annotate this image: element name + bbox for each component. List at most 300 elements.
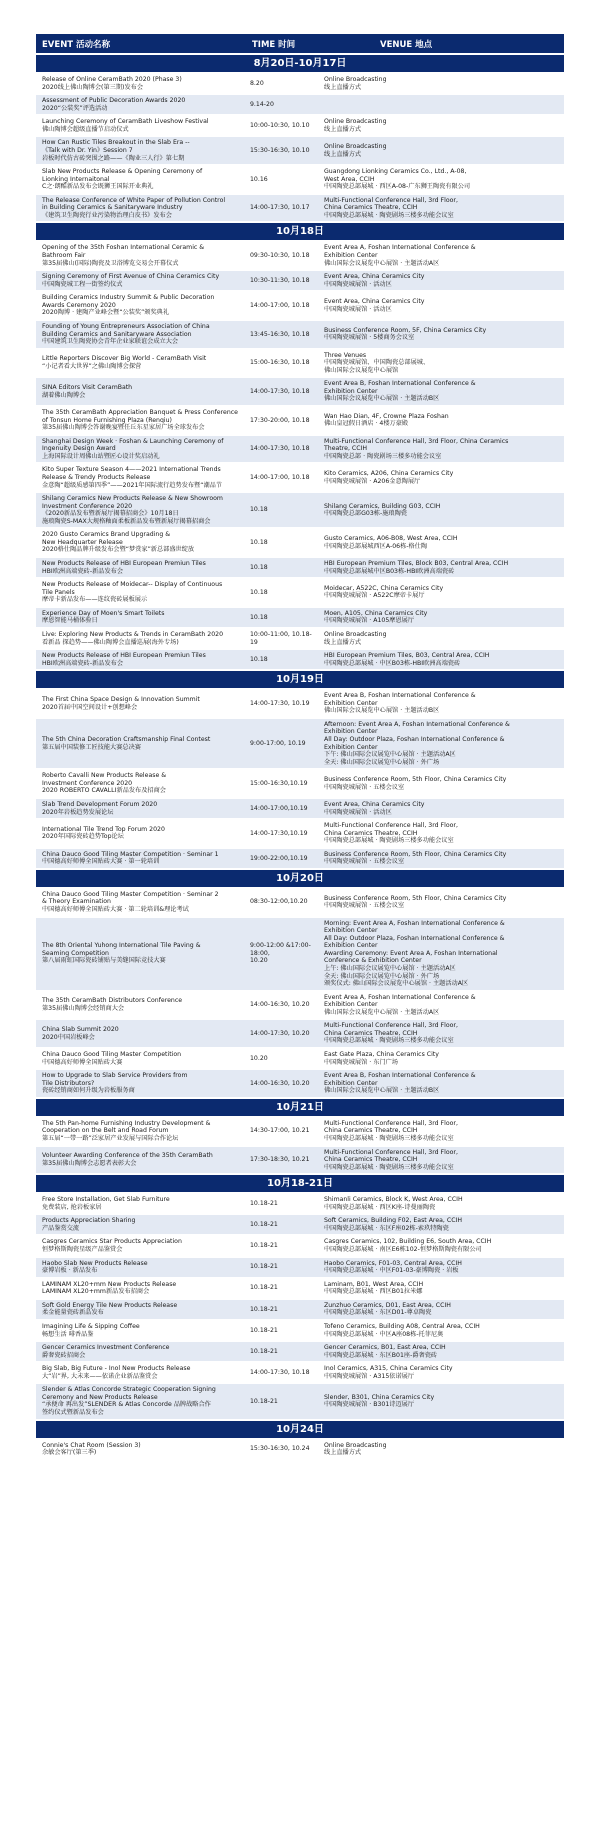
event-venue-en: Laminam, B01, West Area, CCIH [324,1280,424,1288]
event-name-en: The First China Space Design & Innovation Summit [42,695,200,703]
event-row [36,1194,564,1213]
event-venue-cell [320,407,564,434]
event-venue-cell [320,650,564,669]
event-name-cn: 摩恩智能马桶体验日 [42,617,98,625]
event-venue-cell [320,242,564,269]
event-venue-cn: 中国陶瓷城展馆 · 东门广场 [324,1058,398,1066]
event-name-cn: 湖着佛山陶博会 [42,391,86,399]
event-name-en: SINA Editors Visit CeramBath [42,384,133,392]
event-time-cell [246,137,320,164]
event-time: 15:00-16:30, 10.18 [250,359,310,367]
event-venue-cn: 中国陶瓷总部展城中区B03栋-HBI欧洲高端瓷砖 [324,567,455,575]
event-name-cn: “承便命 再出发”SLENDER & Atlas Concorde 品牌战略合作 签约仪式暨新品发布会 [42,1401,211,1416]
event-venue-cell [320,608,564,627]
event-time-cell [246,74,320,93]
event-name-en: Launching Ceremony of CeramBath Liveshow Festival [42,118,209,126]
event-time: 9:00-17:00, 10.19 [250,739,306,747]
event-name-en: New Products Release of HBI European Premiun Tiles [42,560,206,567]
event-name-cell [36,1236,246,1255]
event-time-cell [246,1279,320,1298]
event-name-cn: 余敏会客厅(第三季) [42,1449,97,1457]
event-time-cell [246,1020,320,1047]
event-name-cn: 恒梦格斯陶瓷星级产品鉴赏会 [42,1246,123,1253]
event-time: 9:00-12:00 &17:00-18:00, 10.20 [250,942,311,965]
event-venue-en: Moidecar, A522C, China Ceramics City [324,584,444,592]
section-date-header: 10月24日 [36,1421,564,1438]
event-name-cn: HBI欧洲高端瓷砖-新品发布会 [42,659,124,667]
event-time-cell [246,770,320,797]
event-venue-cn: 中国陶瓷城展馆 · 五楼会议室 [324,858,405,866]
event-venue-en: Casgres Ceramics, 102, Building E6, South Area, CCIH [324,1238,492,1246]
event-name-cell [36,271,246,290]
event-time: 10.18-21 [250,1397,278,1405]
event-venue-cell [320,770,564,797]
event-venue-cn: 中国陶瓷总部展城 · 陶瓷剧场三楼多功能会议室 [324,1037,454,1045]
event-name-en: China Dauco Good Tiling Master Competition · Seminar 2 & Theory Examination [42,890,219,906]
event-name-en: Little Reporters Discover Big World - CeramBath Visit [42,355,207,363]
event-name-cell [36,1194,246,1213]
event-name-cn: 2020年岩板趋势发展论坛 [42,808,114,816]
event-row [36,436,564,463]
event-name-cn: 岩板时代仿古砖突围之路——《陶业三人行》第七期 [42,154,185,162]
event-time-cell [246,1118,320,1145]
event-row [36,271,564,290]
event-venue-en: Multi-Functional Conference Hall, 3rd Floor, China Ceramics Theatre, CCIH [324,196,458,212]
event-time-cell [246,1300,320,1319]
event-time: 14:00-17:30, 10.20 [250,1029,310,1037]
event-row [36,292,564,319]
event-row [36,992,564,1019]
event-name-en: Products Appreciation Sharing [42,1217,136,1225]
event-time: 15:30-16:30, 10.10 [250,146,310,154]
event-name-en: Soft Gold Energy Tile New Products Release [42,1301,178,1309]
event-name-cell [36,1118,246,1145]
event-row [36,558,564,577]
event-time: 17:30-20:00, 10.18 [250,416,310,424]
event-venue-en: Event Area B, Foshan International Conference & Exhibition Center [324,380,476,395]
event-venue-en: Event Area B, Foshan International Conference & Exhibition Center [324,692,476,707]
event-name-en: Volunteer Awarding Conference of the 35th CeramBath [42,1152,213,1160]
event-time-cell [246,992,320,1019]
section-date-header: 10月20日 [36,870,564,887]
event-row [36,719,564,768]
event-venue-cell [320,436,564,463]
event-name-en: Assessment of Public Decoration Awards 2020 [42,97,186,105]
event-venue-cell [320,1070,564,1097]
event-name-cell [36,918,246,990]
event-name-cn: 畅想生活 啡香品鉴 [42,1330,94,1338]
event-time-cell [246,436,320,463]
event-row [36,1070,564,1097]
header-event: EVENT 活动名称 [42,39,111,50]
event-name-cell [36,1300,246,1319]
event-time: 15:00-16:30,10.19 [250,779,308,787]
event-name-en: China Dauco Good Tiling Master Competition · Seminar 1 [42,850,219,858]
event-venue-en: Online Broadcasting [324,76,387,83]
event-name-cell [36,820,246,847]
event-venue-en: Multi-Functional Conference Hall, 3rd Floor, China Ceramics Theatre, CCIH [324,437,509,453]
event-name-cn: 《2020新品发布暨新展厅揭幕招商会》10月18日 施琅陶瓷S-MAX大规格釉面柔板新品发布暨新展厅揭幕招商会 [42,510,211,525]
event-name-cell [36,350,246,377]
event-time-cell [246,321,320,348]
event-venue-en: Online Broadcasting [324,143,387,151]
event-venue-cn: 线上直播方式 [324,638,362,646]
event-name-en: China Dauco Good Tiling Master Competition [42,1051,182,1058]
event-venue-cell [320,271,564,290]
event-venue-cell [320,529,564,556]
event-name-en: Live: Exploring New Products & Trends in CeramBath 2020 [42,630,224,638]
event-time-cell [246,1363,320,1382]
event-name-en: Imagining Life & Sipping Coffee [42,1322,140,1330]
event-row [36,195,564,222]
event-name-en: Big Slab, Big Future - Inol New Products Release [42,1365,191,1373]
event-venue-cell [320,849,564,868]
event-name-cn: 金意陶“超级质感第四季”——2021年国际流行趋势发布暨“潮品节 [42,481,223,489]
event-name-en: Slender & Atlas Concorde Strategic Cooperation Signing Ceremony and New Products Release [42,1386,216,1401]
event-venue-en: Soft Ceramics, Building F02, East Area, CCIH [324,1217,462,1225]
event-name-cell [36,992,246,1019]
event-venue-cn: 中国陶瓷总部展城 · 东区D01-尊卓陶瓷 [324,1309,432,1317]
event-time-cell [246,1215,320,1234]
event-name-cell [36,378,246,405]
event-time-cell [246,1147,320,1174]
event-venue-en: Business Conference Room, 5F, China Ceramics City [324,326,487,334]
event-name-cell [36,1070,246,1097]
event-venue-cn: 佛山国际会议展览中心展馆 · 主题活动A区 [324,259,440,267]
event-time: 15:30-16:30, 10.24 [250,1445,310,1453]
event-time: 14:00-17:30, 10.17 [250,204,310,212]
event-row [36,137,564,164]
event-name-cell [36,529,246,556]
event-venue-en: Kito Ceramics, A206, China Ceramics City [324,470,454,478]
event-venue-cn: 中国陶瓷总部展城 · 中区A座08栋-托菲尼奥 [324,1330,444,1338]
event-venue-cn: 中国陶瓷总部 · 陶瓷剧场三楼多功能会议室 [324,452,442,460]
event-time: 14:00-17:30, 10.18 [250,445,310,453]
event-venue-cn: 中国陶瓷总部展城 · 陶瓷剧场三楼多功能会议室 [324,1163,454,1171]
event-venue-en: Wan Hao Dian, 4F, Crowne Plaza Foshan [324,412,449,420]
event-venue-cell [320,558,564,577]
event-venue-en: Event Area B, Foshan International Conference & Exhibition Center [324,1072,476,1087]
event-venue-cell [320,137,564,164]
event-time: 10.18 [250,506,268,514]
event-time-cell [246,820,320,847]
event-time: 13:45-16:30, 10.18 [250,330,310,338]
event-name-en: Opening of the 35th Foshan International Ceramic & Bathroom Fair [42,244,205,259]
event-venue-en: Shimanli Ceramics, Block K, West Area, CCIH [324,1196,463,1204]
event-time-cell [246,849,320,868]
event-name-cn: 中国建筑卫生陶瓷协会青年企业家联谊会成立大会 [42,338,179,346]
event-time-cell [246,529,320,556]
event-name-cn: HBI欧洲高端瓷砖-新品发布会 [42,567,124,575]
event-row [36,820,564,847]
event-name-cell [36,493,246,527]
table-header [36,34,564,53]
event-name-cell [36,1342,246,1361]
event-venue-en: Multi-Functional Conference Hall, 3rd Floor, China Ceramics Theatre, CCIH [324,1022,458,1037]
event-venue-en: Multi-Functional Conference Hall, 3rd Floor, China Ceramics Theatre, CCIH [324,822,458,837]
event-name-cn: 2020线上佛山陶博会(第三期)发布会 [42,83,144,91]
event-row [36,74,564,93]
event-venue-cell [320,1194,564,1213]
event-row [36,1258,564,1277]
event-time-cell [246,1342,320,1361]
event-venue-cn: 中国陶瓷城展馆 · A522C摩帝卡展厅 [324,592,425,600]
event-row [36,1342,564,1361]
event-name-cn: 看新品 探趋势——佛山陶博会直播巡展(海外专场) [42,638,179,646]
event-venue-en: Multi-Functional Conference Hall, 3rd Floor, China Ceramics Theatre, CCIH [324,1119,458,1135]
event-name-cell [36,1020,246,1047]
event-name-cn: 第35届佛山陶博会答谢晚宴暨任丘东星家居广场全球发布会 [42,424,205,432]
event-row [36,350,564,377]
event-name-en: The 35th CeramBath Appreciation Banquet & Press Conference of Tonsun Home Furnishing Plaza (Renqiu) [42,409,238,424]
header-venue: VENUE 地点 [380,39,433,50]
event-name-cn: 2020年国际瓷砖趋势Top论坛 [42,833,124,841]
event-name-cn: 柔金能量瓷砖新品发布 [42,1309,104,1317]
event-time: 8.20 [250,79,264,87]
event-venue-cell [320,579,564,606]
event-time: 10.20 [250,1054,268,1062]
event-venue-cell [320,95,564,114]
event-venue-cn: 中国陶瓷总部展城 · 中区B03栋-HBI欧洲高端瓷砖 [324,659,461,667]
table-body [36,55,564,1459]
event-time: 14:00-16:30, 10.20 [250,1079,310,1087]
event-name-cn: 免费装店, 抢岩板家居 [42,1203,102,1211]
event-venue-cell [320,1049,564,1068]
event-venue-cn: 佛山国际会议展览中心展馆 · 主题活动B区 [324,1087,440,1095]
event-venue-cn: 中国陶瓷总部展城 · 南区E6栋102-恒梦格斯陶瓷有限公司 [324,1246,482,1253]
event-name-en: LAMINAM XL20+mm New Products Release [42,1280,177,1288]
event-venue-cell [320,1321,564,1340]
event-venue-cn: 线上直播方式 [324,150,362,158]
event-name-cn: 豪博岩板 · 新品发布 [42,1267,98,1275]
event-time: 10.18-21 [250,1326,278,1334]
event-name-cn: 第五届“一带一路”泛家居产业发展与国际合作论坛 [42,1134,179,1142]
event-time-cell [246,1440,320,1459]
event-venue-en: Business Conference Room, 5th Floor, China Ceramics City [324,776,507,784]
event-name-cell [36,1147,246,1174]
event-venue-cell [320,1363,564,1382]
event-time-cell [246,918,320,990]
event-time-cell [246,1236,320,1255]
event-venue-cell [320,1440,564,1459]
event-time: 14:00-17:00, 10.18 [250,473,310,481]
event-time: 10.18-21 [250,1284,278,1292]
event-venue-cell [320,1020,564,1047]
event-time: 14:00-17:30,10.19 [250,829,308,837]
event-name-cn: “小记者看大世界”之佛山陶博会探营 [42,362,142,370]
event-time: 10:30-11:30, 10.18 [250,276,310,284]
event-name-cn: 产品鉴赏交流 [42,1224,80,1232]
event-name-en: Experience Day of Moen's Smart Toilets [42,609,165,617]
event-time-cell [246,95,320,114]
event-venue-cn: 上午: 佛山国际会议展览中心展馆 · 主题活动A区 全天: 佛山国际会议展览中心展馆 · 外广场 颁奖仪式: 佛山国际会议展览中心展馆 · 主题活动A区 [324,964,469,988]
event-name-cell [36,1215,246,1234]
event-venue-cell [320,629,564,648]
event-venue-cell [320,116,564,135]
event-time: 10.16 [250,175,268,183]
event-time: 09:30-10:30, 10.18 [250,252,310,259]
event-name-cn: 中国德高好师傅全国贴砖大赛 · 第二轮培训&理论考试 [42,906,189,913]
event-venue-cn: 线上直播方式 [324,83,362,91]
event-time: 10.18-21 [250,1263,278,1271]
event-venue-en: Online Broadcasting [324,1441,387,1449]
event-time-cell [246,558,320,577]
event-venue-en: Moen, A105, China Ceramics City [324,609,428,617]
event-name-en: Building Ceramics Industry Summit & Public Decoration Awards Ceremony 2020 [42,294,215,309]
event-name-cell [36,1384,246,1418]
event-venue-cell [320,1147,564,1174]
event-venue-cell [320,1300,564,1319]
event-name-cn: 2020格仕陶品牌升级发布会暨“梦赏家”新总部盛世绽放 [42,546,195,554]
event-time-cell [246,1194,320,1213]
event-venue-cn: 中国陶瓷总部展城 · 东区B01座-爵奢瓷砖 [324,1351,438,1359]
event-name-cn: 第35届佛山陶博会志愿者表彰大会 [42,1159,137,1167]
event-venue-en: Event Area, China Ceramics City [324,298,425,306]
section-date-header: 10月18日 [36,223,564,240]
event-venue-cell [320,1342,564,1361]
event-venue-cell [320,195,564,222]
event-venue-cn: 中国陶瓷城展馆 · 5楼商务会议室 [324,334,415,342]
event-name-cn: 摩帝卡新品发布——连纹瓷砖展板展示 [42,596,148,604]
event-name-cell [36,195,246,222]
event-venue-cn: 中国陶瓷城展馆 · 五楼会议室 [324,902,405,910]
event-row [36,608,564,627]
event-time-cell [246,1384,320,1418]
event-venue-cell [320,1279,564,1298]
event-venue-en: Gusto Ceramics, A06-B08, West Area, CCIH [324,535,458,543]
event-venue-cn: 中国陶瓷总部展城 · 西区K座-诗曼丽陶瓷 [324,1203,436,1211]
event-venue-cell [320,1236,564,1255]
event-row [36,1363,564,1382]
event-venue-cn: 中国陶瓷总部展城 · 东区F座02栋-索玖特陶瓷 [324,1224,449,1232]
event-name-cell [36,1279,246,1298]
event-row [36,1049,564,1068]
event-name-cell [36,1049,246,1068]
event-time: 10.18-21 [250,1305,278,1313]
event-time-cell [246,719,320,768]
event-row [36,1300,564,1319]
event-name-cn: 第八届雨虹国际瓷砖铺贴与美缝国际竞技大赛 [42,957,166,965]
event-name-en: China Slab Summit 2020 [42,1026,119,1034]
event-time-cell [246,1049,320,1068]
event-venue-cell [320,1215,564,1234]
event-name-en: Gencer Ceramics Investment Conference [42,1344,170,1352]
event-venue-cn: 佛山皇冠假日酒店 · 4楼万豪殿 [324,420,409,428]
event-venue-cn: 中国陶瓷城展馆 · A105摩恩展厅 [324,617,415,625]
event-venue-en: Online Broadcasting [324,630,387,638]
event-venue-en: Zunzhuo Ceramics, D01, East Area, CCIH [324,1301,451,1309]
section-date-header: 10月21日 [36,1099,564,1116]
event-venue-cell [320,493,564,527]
event-name-cn: 中国陶瓷城工程一街签约仪式 [42,280,123,288]
event-name-en: 2020 Gusto Ceramics Brand Upgrading & New Headquarter Release [42,531,171,546]
event-name-en: The Release Conference of White Paper of Pollution Control in Building Ceramics & Sanitaryware Industry [42,196,226,212]
event-name-cell [36,95,246,114]
event-venue-en: Online Broadcasting [324,118,387,126]
event-venue-cn: 中国陶瓷总部展城 · 西区A-08-广东狮王陶瓷有限公司 [324,183,471,191]
event-venue-cn: 中国陶瓷城展馆 · A206金意陶展厅 [324,477,421,485]
event-row [36,918,564,990]
event-venue-cell [320,464,564,491]
event-time: 10.18-21 [250,1242,278,1250]
event-time: 08:30-12:00,10.20 [250,898,308,906]
event-name-cell [36,608,246,627]
event-name-cell [36,321,246,348]
event-row [36,690,564,717]
event-time-cell [246,350,320,377]
event-name-cell [36,464,246,491]
event-name-en: The 8th Oriental Yuhong International Tile Paving & Seaming Competition [42,942,201,957]
event-row [36,650,564,669]
event-name-cell [36,292,246,319]
event-name-cell [36,770,246,797]
event-venue-cn: 中国陶瓷总部展城 · 陶瓷剧场三楼多功能会议室 [324,211,454,219]
event-name-cn: 第35届佛山(国际)陶瓷及卫浴博览交易会开幕仪式 [42,259,179,267]
event-venue-cn: 中国陶瓷城展馆 · 活动区 [324,305,392,313]
event-venue-cell [320,992,564,1019]
event-venue-cn: 中国陶瓷总部展城 · 西区B01拉米娜 [324,1288,423,1296]
event-venue-en: East Gate Plaza, China Ceramics City [324,1051,439,1058]
event-row [36,95,564,114]
event-venue-cell [320,74,564,93]
event-name-cn: 2020陶博 · 建陶产业峰会暨“公装奖”颁奖典礼 [42,309,170,317]
event-row [36,321,564,348]
event-venue-en: Event Area, China Ceramics City [324,800,425,808]
event-name-en: Slab Trend Development Forum 2020 [42,800,158,808]
event-venue-cell [320,1118,564,1145]
event-time-cell [246,464,320,491]
event-venue-en: Slender, B301, China Ceramics City [324,1393,435,1401]
event-row [36,378,564,405]
event-name-cell [36,558,246,577]
event-name-cell [36,1258,246,1277]
event-venue-cn: 中国陶瓷总部展城 · 陶瓷剧场三楼多功能会议室 [324,1134,454,1142]
event-venue-cell [320,690,564,717]
event-venue-en: Tofeno Ceramics, Building A08, Central Area, CCIH [324,1322,480,1330]
event-name-cn: 2020首届中国空间设计+创想峰会 [42,703,138,711]
event-venue-en: Morning: Event Area A, Foshan International Conference & Exhibition Center All Day: Outdoor Plaza, Foshan International Conference & Exhibition Center Awarding Ceremony: Event Area A, Foshan International Conference & Exhibition Center [324,919,505,965]
event-row [36,493,564,527]
event-venue-en: Afternoon: Event Area A, Foshan International Conference & Exhibition Center All Day: Outdoor Plaza, Foshan International Conference & Exhibition Center [324,720,510,751]
event-venue-cn: 佛山国际会议展览中心展馆 · 主题活动A区 [324,1008,440,1016]
event-name-en: Release of Online CeramBath 2020 (Phase 3) [42,76,182,83]
event-name-cn: 2020中国岩板峰会 [42,1033,95,1041]
event-time-cell [246,195,320,222]
event-name-en: Roberto Cavalli New Products Release & Investment Conference 2020 [42,772,167,787]
event-name-en: Founding of Young Entrepreneurs Association of China Building Ceramics and Sanitaryware Association [42,322,210,338]
event-name-cell [36,719,246,768]
section-date-header: 10月18-21日 [36,1175,564,1192]
event-name-en: New Products Release of HBI European Premiun Tiles [42,652,206,660]
event-time-cell [246,799,320,818]
event-row [36,464,564,491]
event-time-cell [246,579,320,606]
event-time: 14:00-17:30, 10.19 [250,699,310,707]
event-venue-cn: 中国陶瓷总部G03栋-施琅陶瓷 [324,510,407,518]
event-venue-cell [320,719,564,768]
event-time: 19:00-22:00,10.19 [250,854,308,862]
event-name-cn: 《建筑卫生陶瓷行业污染物治理白皮书》发布会 [42,211,172,219]
event-name-cn: 爵奢瓷砖招商会 [42,1351,86,1359]
event-venue-cell [320,889,564,916]
event-venue-cn: 中国陶瓷城展馆 · 活动区 [324,808,392,816]
event-name-cell [36,137,246,164]
event-venue-en: Event Area A, Foshan International Conference & Exhibition Center [324,993,476,1009]
event-name-en: Free Store Installation, Get Slab Furniture [42,1196,170,1204]
event-time-cell [246,629,320,648]
event-name-en: Signing Ceremony of First Avenue of China Ceramics City [42,273,220,281]
event-row [36,242,564,269]
